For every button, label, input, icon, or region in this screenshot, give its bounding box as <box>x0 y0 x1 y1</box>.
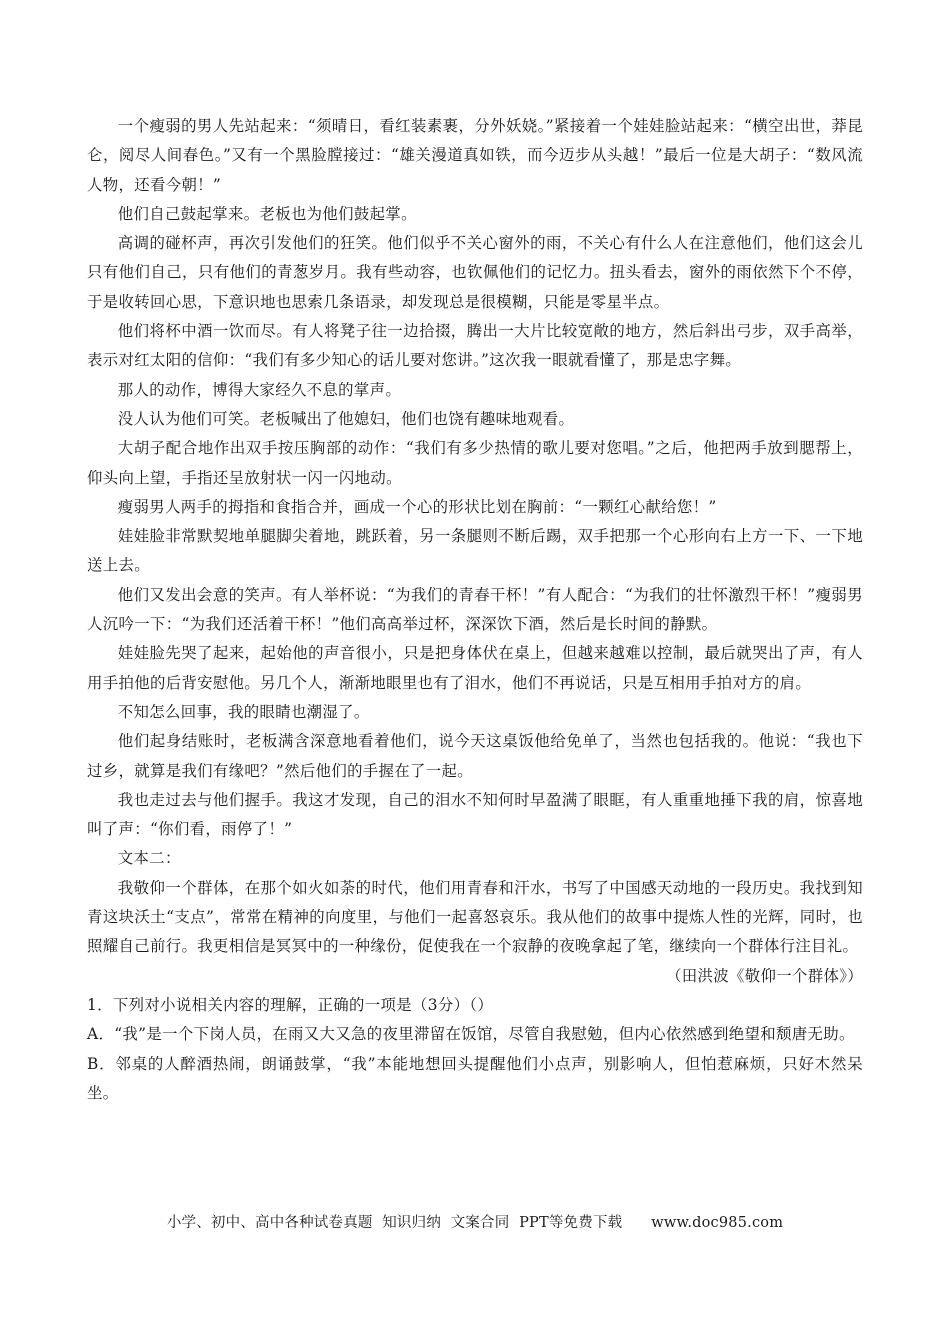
footer-url[interactable]: www.doc985.com <box>651 1215 784 1231</box>
paragraph: 娃娃脸非常默契地单腿脚尖着地，跳跃着，另一条腿则不断后踢，双手把那一个心形向右上方一下、一下地送上去。 <box>87 527 863 575</box>
source-citation: （田洪波《敬仰一个群体》） <box>666 966 863 985</box>
paragraph: 大胡子配合地作出双手按压胸部的动作：“我们有多少热情的歌儿要对您唱。”之后，他把两手放到腮帮上，仰头向上望，手指还呈放射状一闪一闪地动。 <box>87 439 863 487</box>
paragraph: 瘦弱男人两手的拇指和食指合并，画成一个心的形状比划在胸前：“一颗红心献给您！” <box>117 497 717 516</box>
paragraph: 没人认为他们可笑。老板喊出了他媳妇，他们也饶有趣味地观看。 <box>117 409 575 428</box>
paragraph: 他们自己鼓起掌来。老板也为他们鼓起掌。 <box>117 204 417 223</box>
article-body <box>87 112 863 1108</box>
paragraph: 高调的碰杯声，再次引发他们的狂笑。他们似乎不关心窗外的雨，不关心有什么人在注意他们，他们这会儿只有他们自己，只有他们的青葱岁月。我有些动容，也钦佩他们的记忆力。扭头看去，窗外的雨依然下个不停，于是收转回心思，下意识地也思索几条语录，却发现总是很模糊，只能是零星半点。 <box>87 234 863 311</box>
section-heading: 文本二： <box>117 849 181 868</box>
paragraph: 我也走过去与他们握手。我这才发现，自己的泪水不知何时早盈满了眼眶，有人重重地捶下我的肩，惊喜地叫了声：“你们看，雨停了！” <box>87 790 863 839</box>
page-footer <box>0 1212 950 1234</box>
question-option-a: A．“我”是一个下岗人员，在雨又大又急的夜里滞留在饭馆，尽管自我慰勉，但内心依然感到绝望和颓唐无助。 <box>87 1025 855 1044</box>
paragraph: 他们又发出会意的笑声。有人举杯说：“为我们的青春干杯！”有人配合：“为我们的壮怀激烈干杯！”瘦弱男人沉吟一下：“为我们还活着干杯！”他们高高举过杯，深深饮下酒，然后是长时间的静默。 <box>87 585 863 634</box>
paragraph: 他们将杯中酒一饮而尽。有人将凳子往一边拾掇，腾出一大片比较宽敞的地方，然后斜出弓步，双手高举，表示对红太阳的信仰：“我们有多少知心的话儿要对您讲。”这次我一眼就看懂了，那是忠字舞。 <box>87 322 863 370</box>
paragraph: 我敬仰一个群体，在那个如火如荼的时代，他们用青春和汗水，书写了中国感天动地的一段历史。我找到知青这块沃土“支点”，常常在精神的向度里，与他们一起喜怒哀乐。我从他们的故事中提炼人性的光辉，同时，也照耀自己前行。我更相信是冥冥中的一种缘份，促使我在一个寂静的夜晚拿起了笔，继续向一个群体行注目礼。 <box>87 878 863 956</box>
footer-text: 小学、初中、高中各种试卷真题 知识归纳 文案合同 PPT等免费下载 <box>166 1215 623 1231</box>
paragraph: 那人的动作，博得大家经久不息的掌声。 <box>117 380 402 399</box>
paragraph: 不知怎么回事，我的眼睛也潮湿了。 <box>117 702 370 721</box>
paragraph: 娃娃脸先哭了起来，起始他的声音很小，只是把身体伏在桌上，但越来越难以控制，最后就哭出了声，有人用手拍他的后背安慰他。另几个人，渐渐地眼里也有了泪水，他们不再说话，只是互相用手拍对方的肩。 <box>87 644 863 692</box>
paragraph: 他们起身结账时，老板满含深意地看着他们，说今天这桌饭他给免单了，当然也包括我的。他说：“我也下过乡，就算是我们有缘吧？”然后他们的手握在了一起。 <box>87 732 863 780</box>
question-option-b: B．邻桌的人醉酒热闹，朗诵鼓掌，“我”本能地想回头提醒他们小点声，别影响人，但怕惹麻烦，只好木然呆坐。 <box>87 1054 863 1102</box>
paragraph: 一个瘦弱的男人先站起来：“须晴日，看红装素裹，分外妖娆。”紧接着一个娃娃脸站起来：“横空出世，莽昆仑，阅尽人间春色。”又有一个黑脸膛接过：“雄关漫道真如铁，而今迈步从头越！”最后一位是大胡子：“数风流人物，还看今朝！” <box>87 117 863 194</box>
question-stem: 1．下列对小说相关内容的理解，正确的一项是（3分）（） <box>87 995 494 1014</box>
